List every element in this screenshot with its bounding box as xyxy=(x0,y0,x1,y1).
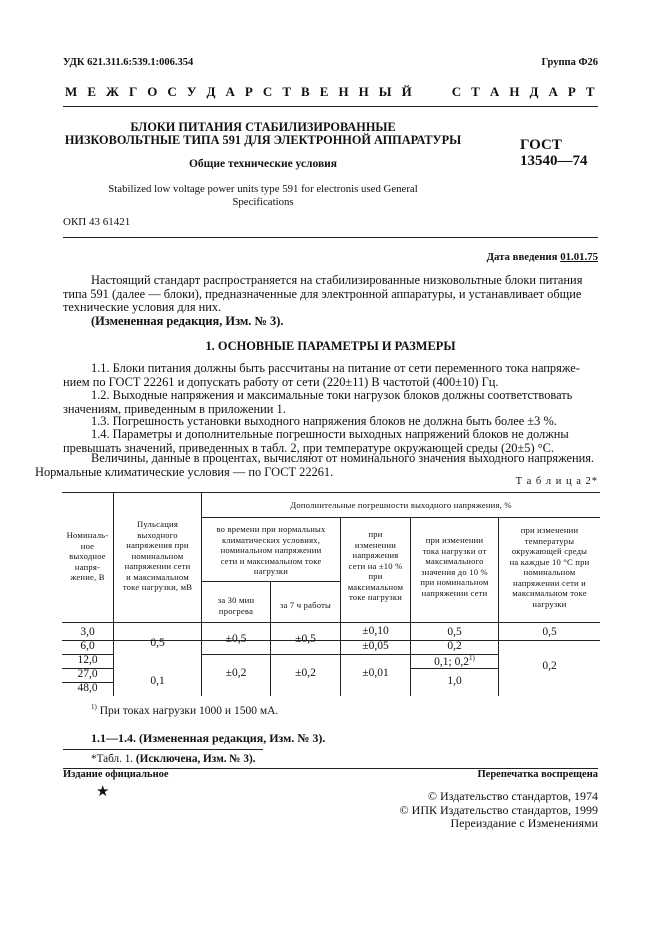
table-2 xyxy=(62,492,600,696)
english-title: Stabilized low voltage power units type 591 for electronis used General Specifications xyxy=(108,183,418,208)
header-ripple: Пульсация выходного напряжения при номинальном напряжении сети и максимальном токе нагрузки, мВ xyxy=(122,519,193,592)
introduction-date: Дата введения 01.01.75 xyxy=(486,251,598,263)
ripple-cell: 0,1 xyxy=(150,675,165,687)
clause-1-2: 1.2. Выходные напряжения и максимальные токи нагрузок блоков должны соответствовать значениям, приведенным в приложении 1. xyxy=(63,388,573,416)
voltage-cell: 48,0 xyxy=(77,682,98,694)
header-load-change: при изменении тока нагрузки от максимального значения до 10 % при номинальном напряжении сети xyxy=(420,535,489,598)
okp-code: ОКП 43 61421 xyxy=(63,216,131,228)
header-nominal-voltage: Номиналь- ное выходное напря- жение, В xyxy=(66,530,109,582)
drift-7h-cell: ±0,2 xyxy=(295,667,316,679)
intro-amendment: (Измененная редакция, Изм. № 3). xyxy=(91,314,284,328)
voltage-cell: 27,0 xyxy=(77,668,98,680)
mains-cell: ±0,01 xyxy=(362,667,389,679)
table-label: Т а б л и ц а 2* xyxy=(515,476,598,487)
star-icon: ★ xyxy=(96,784,110,800)
drift-7h-cell: ±0,5 xyxy=(295,633,316,645)
header-additional-errors: Дополнительные погрешности выходного напряжения, % xyxy=(290,500,512,510)
header-30-min: за 30 мин прогрева xyxy=(217,595,255,616)
header-temperature-change: при изменении температуры окружающей среды на каждые 10 °С при номинальном напряжении сети и максимальном токе нагрузки xyxy=(509,525,590,609)
official-edition: Издание официальное xyxy=(63,769,169,780)
udk-code: УДК 621.311.6:539.1:006.354 xyxy=(63,57,194,68)
document-subtitle: Общие технические условия xyxy=(188,158,338,170)
reprint-prohibited: Перепечатка воспрещена xyxy=(477,769,598,780)
banner-interstate: М Е Ж Г О С У Д А Р С Т В Е Н Н Ы Й xyxy=(65,84,416,99)
load-cell: 0,1; 0,2$^{1)}$ xyxy=(434,654,475,668)
banner-standard: С Т А Н Д А Р Т xyxy=(451,84,598,99)
gost-number: ГОСТ 13540—74 xyxy=(520,137,588,169)
section-heading: 1. ОСНОВНЫЕ ПАРАМЕТРЫ И РАЗМЕРЫ xyxy=(205,339,456,353)
ripple-cell: 0,5 xyxy=(150,637,165,649)
clause-1-1: 1.1. Блоки питания должны быть рассчитаны на питание от сети переменного тока напряже- нием по ГОСТ 22261 и допускать работу от сети (220±11) В частотой (400±10) Гц. xyxy=(63,361,580,389)
table-footnote: $^{1)}$ При токах нагрузки 1000 и 1500 мА. xyxy=(91,703,279,717)
temperature-cell: 0,2 xyxy=(542,660,557,672)
clause-1-3: 1.3. Погрешность установки выходного напряжения блоков не должна быть более ±3 %. xyxy=(91,414,557,428)
load-cell: 0,5 xyxy=(447,626,462,638)
intro-paragraph: Настоящий стандарт распространяется на стабилизированные низковольтные блоки питания типа 591 (далее — блоки), предназначенные для электронной аппаратуры, и устанавливает общие технические условия для них. xyxy=(63,273,583,314)
voltage-cell: 6,0 xyxy=(80,640,95,652)
drift-30min-cell: ±0,5 xyxy=(225,633,247,645)
header-mains-change: при изменении напряжения сети на ±10 % при максимальном токе нагрузки xyxy=(347,529,404,602)
voltage-cell: 12,0 xyxy=(77,654,98,666)
title-rule xyxy=(63,237,598,238)
header-rule xyxy=(63,106,598,107)
temperature-cell: 0,5 xyxy=(542,626,557,638)
document-title: БЛОКИ ПИТАНИЯ СТАБИЛИЗИРОВАННЫЕ НИЗКОВОЛЬТНЫЕ ТИПА 591 ДЛЯ ЭЛЕКТРОННОЙ АППАРАТУРЫ xyxy=(64,120,462,147)
amendment-1-1-1-4: 1.1—1.4. (Измененная редакция, Изм. № 3). xyxy=(91,731,326,745)
clause-1-4: 1.4. Параметры и дополнительные погрешности выходных напряжений блоков не должны превышать значений, приведенных в табл. 2, при температуре окружающей среды (20±5) °С. xyxy=(63,427,569,455)
load-cell: 0,2 xyxy=(447,640,462,652)
drift-30min-cell: ±0,2 xyxy=(225,667,247,679)
table-1-note: *Табл. 1. (Исключена, Изм. № 3). xyxy=(91,753,256,765)
header-time-drift: во времени при нормальных климатических условиях, номинальном напряжении сети и максимальном токе нагрузки xyxy=(216,524,326,576)
header-7-hours: за 7 ч работы xyxy=(279,600,332,610)
mains-cell: ±0,05 xyxy=(362,640,389,652)
voltage-cell: 3,0 xyxy=(80,626,95,638)
load-cell: 1,0 xyxy=(447,675,462,687)
mains-cell: ±0,10 xyxy=(362,625,389,637)
clause-percent-note: Величины, данные в процентах, вычисляют от номинального значения выходного напряжения. Нормальные климатические условия — по ГОСТ 22261. xyxy=(35,451,595,479)
footnote-rule xyxy=(63,749,263,750)
group-code: Группа Ф26 xyxy=(541,57,598,68)
copyright-block: © Издательство стандартов, 1974 © ИПК Издательство стандартов, 1999 Переиздание с Изменениями xyxy=(399,789,598,830)
